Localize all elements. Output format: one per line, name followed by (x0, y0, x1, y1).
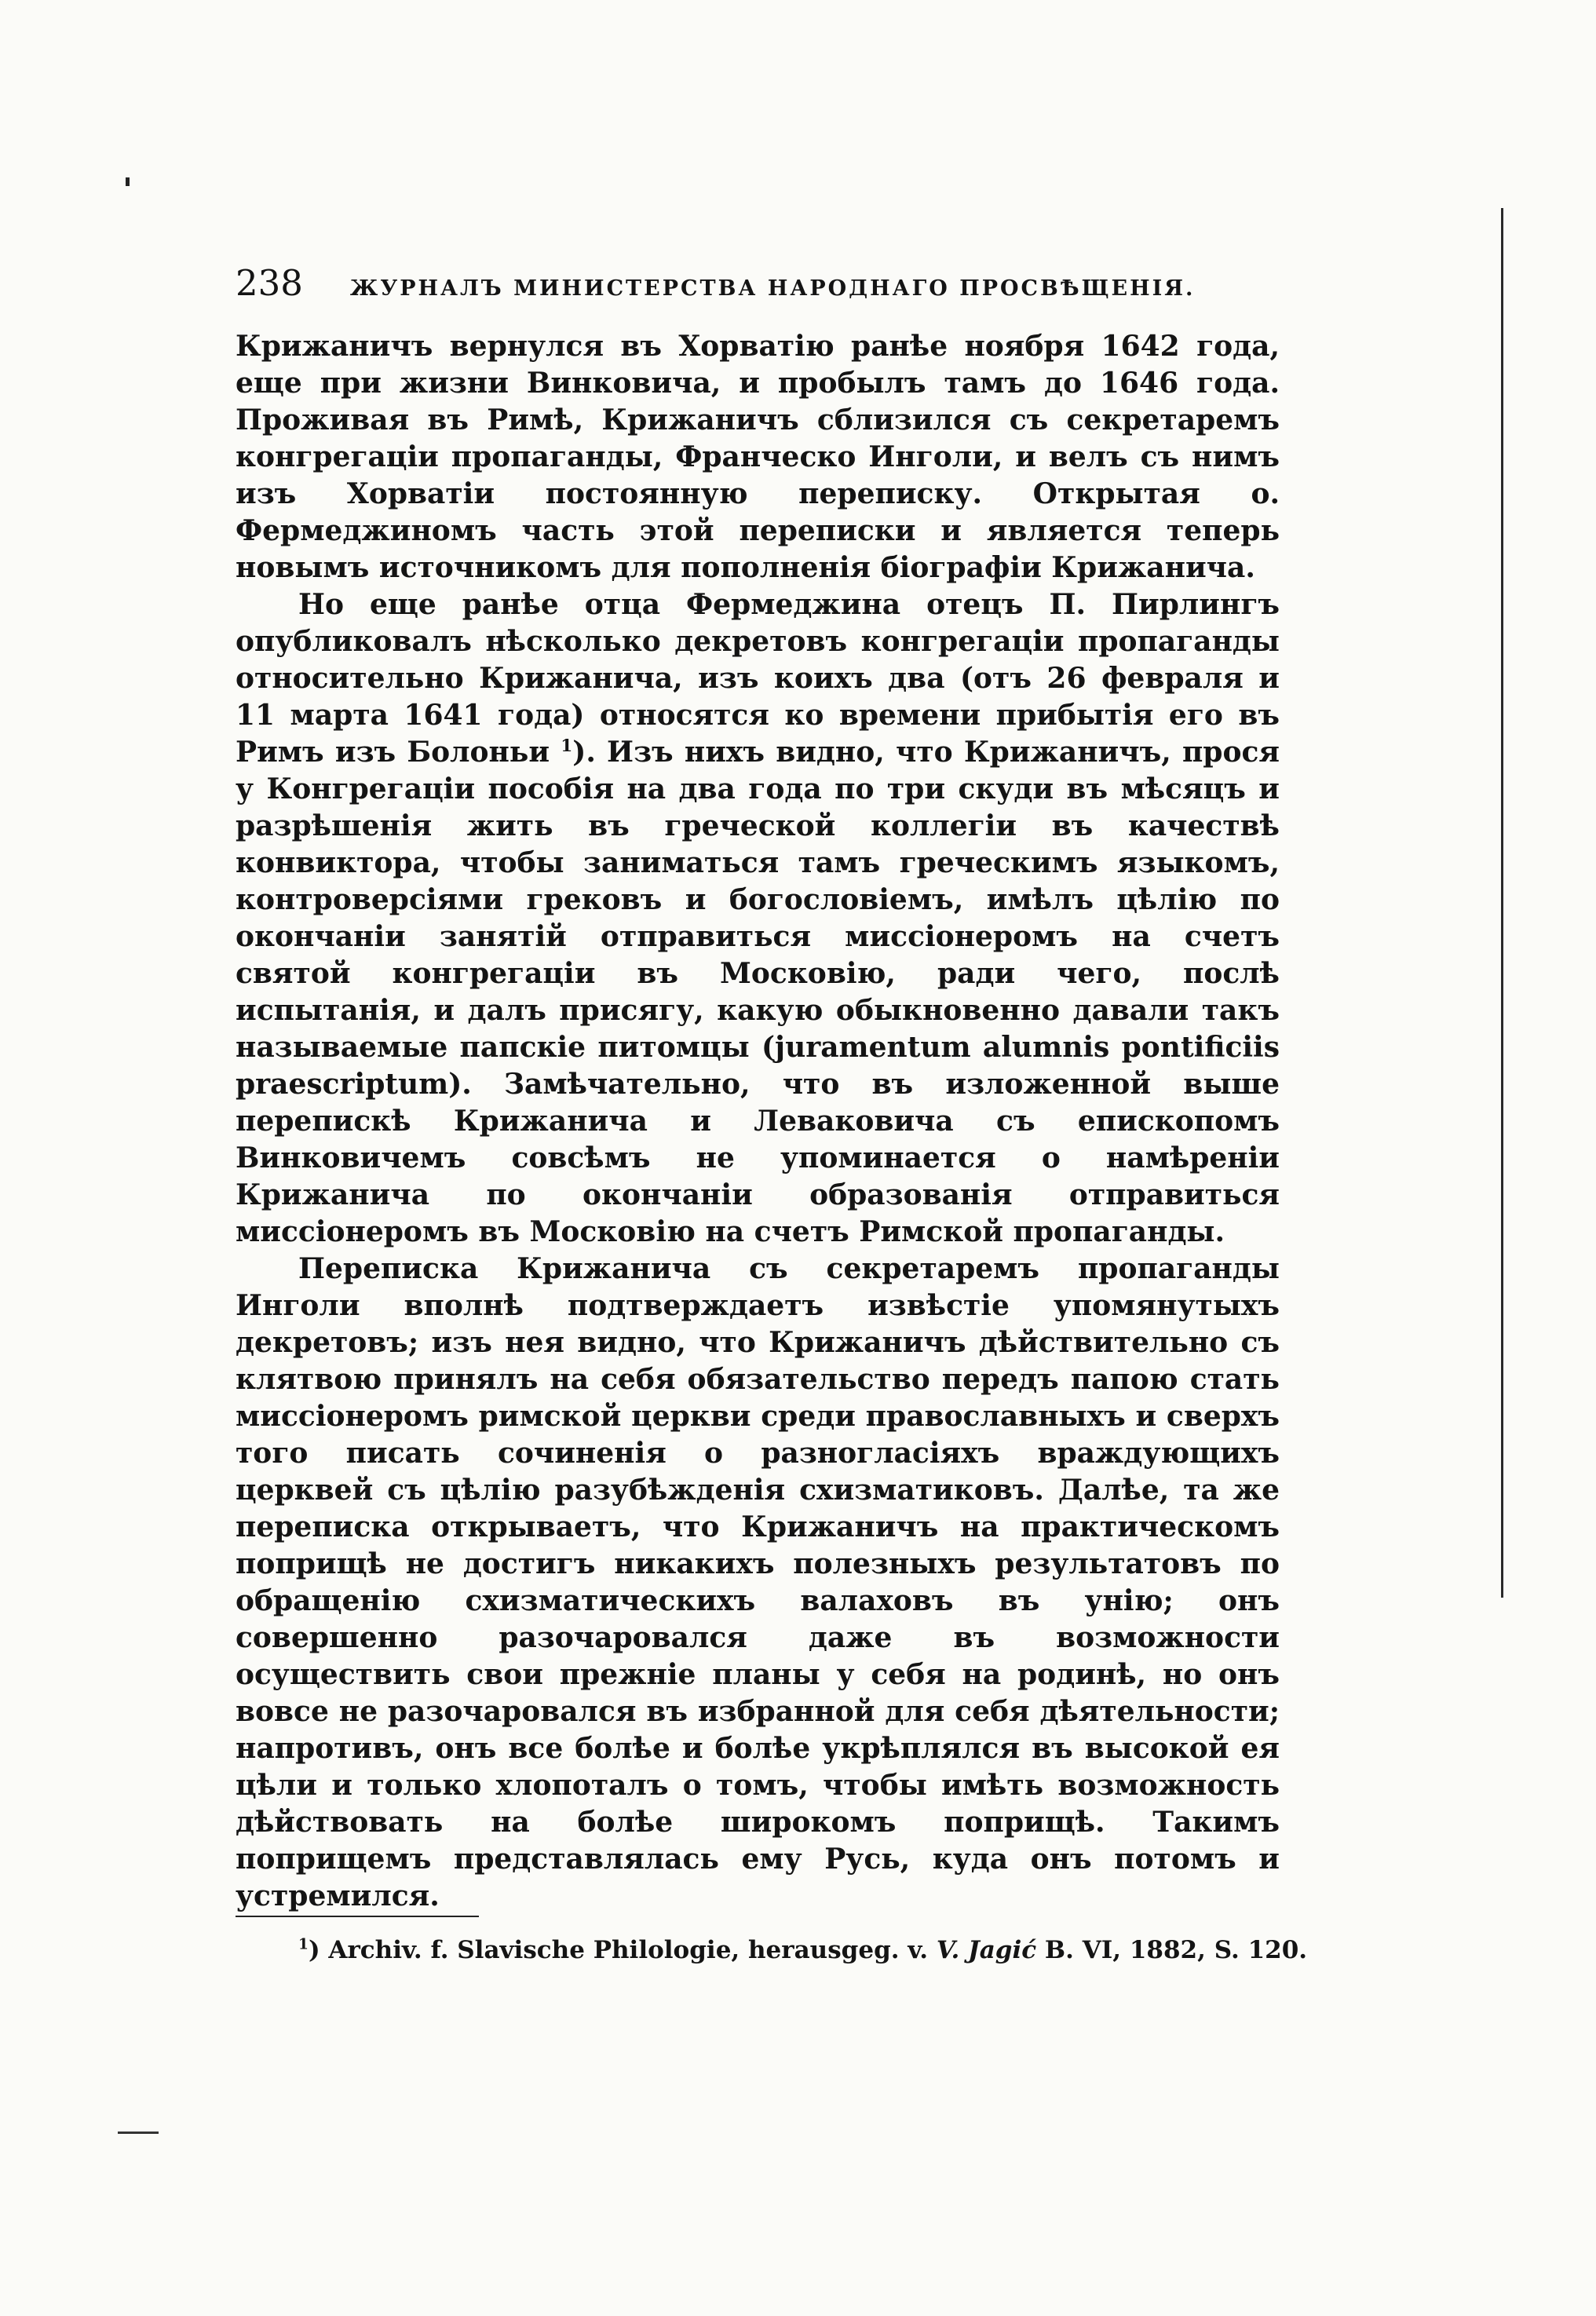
paragraph-2-part-a: Но еще ранѣе отца Фермеджина отецъ П. Пирлингъ опубликовалъ нѣсколько декретовъ конгрегаціи пропаганды относительно Крижанича, изъ коихъ два (отъ 26 февраля и 11 марта 1641 года) относятся ко времени прибытія его въ Римъ изъ Болоньи (236, 588, 1280, 769)
page-number: 238 (236, 262, 303, 304)
footnote-marker: 1 (298, 1936, 309, 1953)
paragraph-2 (236, 586, 1280, 1251)
footnote-text-a: ) Archiv. f. Slavische Philologie, herausgeg. v. (308, 1936, 937, 1964)
paragraph-1: Крижаничъ вернулся въ Хорватію ранѣе ноября 1642 года, еще при жизни Винковича, и пробылъ тамъ до 1646 года. Проживая въ Римѣ, Крижаничъ сблизился съ секретаремъ конгрегаціи пропаганды, Франческо Инголи, и велъ съ нимъ изъ Хорватіи постоянную переписку. Открытая о. Фермеджиномъ часть этой переписки и является теперь новымъ источникомъ для пополненія біографіи Крижанича. (236, 330, 1280, 584)
footnote (298, 1934, 1308, 1966)
paragraph-3: Переписка Крижанича съ секретаремъ пропаганды Инголи вполнѣ подтверждаетъ извѣстіе упомянутыхъ декретовъ; изъ нея видно, что Крижаничъ дѣйствительно съ клятвою принялъ на себя обязательство передъ папою стать миссіонеромъ римской церкви среди православныхъ и сверхъ того писать сочиненія о разногласіяхъ враждующихъ церквей съ цѣлію разубѣжденія схизматиковъ. Далѣе, та же переписка открываетъ, что Крижаничъ на практическомъ поприщѣ не достигъ никакихъ полезныхъ результатовъ по обращенію схизматическихъ валаховъ въ унію; онъ совершенно разочаровался даже въ возможности осуществить свои прежніе планы у себя на родинѣ, но онъ вовсе не разочаровался въ избранной для себя дѣятельности; напротивъ, онъ все болѣе и болѣе укрѣплялся въ высокой ея цѣли и только хлопоталъ о томъ, чтобы имѣть возможность дѣйствовать на болѣе широкомъ поприщѣ. Такимъ поприщемъ представлялась ему Русь, куда онъ потомъ и устремился. (236, 1252, 1280, 1912)
body-text (236, 328, 1280, 1915)
paragraph-2-part-b: ). Изъ нихъ видно, что Крижаничъ, прося у Конгрегаціи пособія на два года по три скуди въ мѣсяцъ и разрѣшенія жить въ греческой коллегіи въ качествѣ конвиктора, чтобы заниматься тамъ греческимъ языкомъ, контроверсіями грековъ и богословіемъ, имѣлъ цѣлію по окончаніи занятій отправиться миссіонеромъ на счетъ святой конгрегаціи въ Московію, ради чего, послѣ испытанія, и далъ присягу, какую обыкновенно давали такъ называемые папскіе питомцы (juramentum alumnis pontificiis praescriptum). Замѣчательно, что въ изложенной выше перепискѣ Крижанича и Леваковича съ епископомъ Винковичемъ совсѣмъ не упоминается о намѣреніи Крижанича по окончаніи образованія отправиться миссіонеромъ въ Московію на счетъ Римской пропаганды. (236, 736, 1280, 1248)
running-title: ЖУРНАЛЪ МИНИСТЕРСТВА НАРОДНАГО ПРОСВѢЩЕНІЯ. (349, 276, 1196, 301)
footnote-text-b: B. VI, 1882, S. 120. (1036, 1936, 1308, 1964)
page-header (236, 262, 1366, 304)
footnote-reference: 1 (561, 736, 573, 756)
margin-dash (118, 2132, 159, 2134)
footnote-editor: V. Jagić (936, 1936, 1037, 1964)
margin-rule (1501, 208, 1503, 1598)
scan-mark (126, 177, 130, 186)
footnote-separator (236, 1916, 479, 1917)
